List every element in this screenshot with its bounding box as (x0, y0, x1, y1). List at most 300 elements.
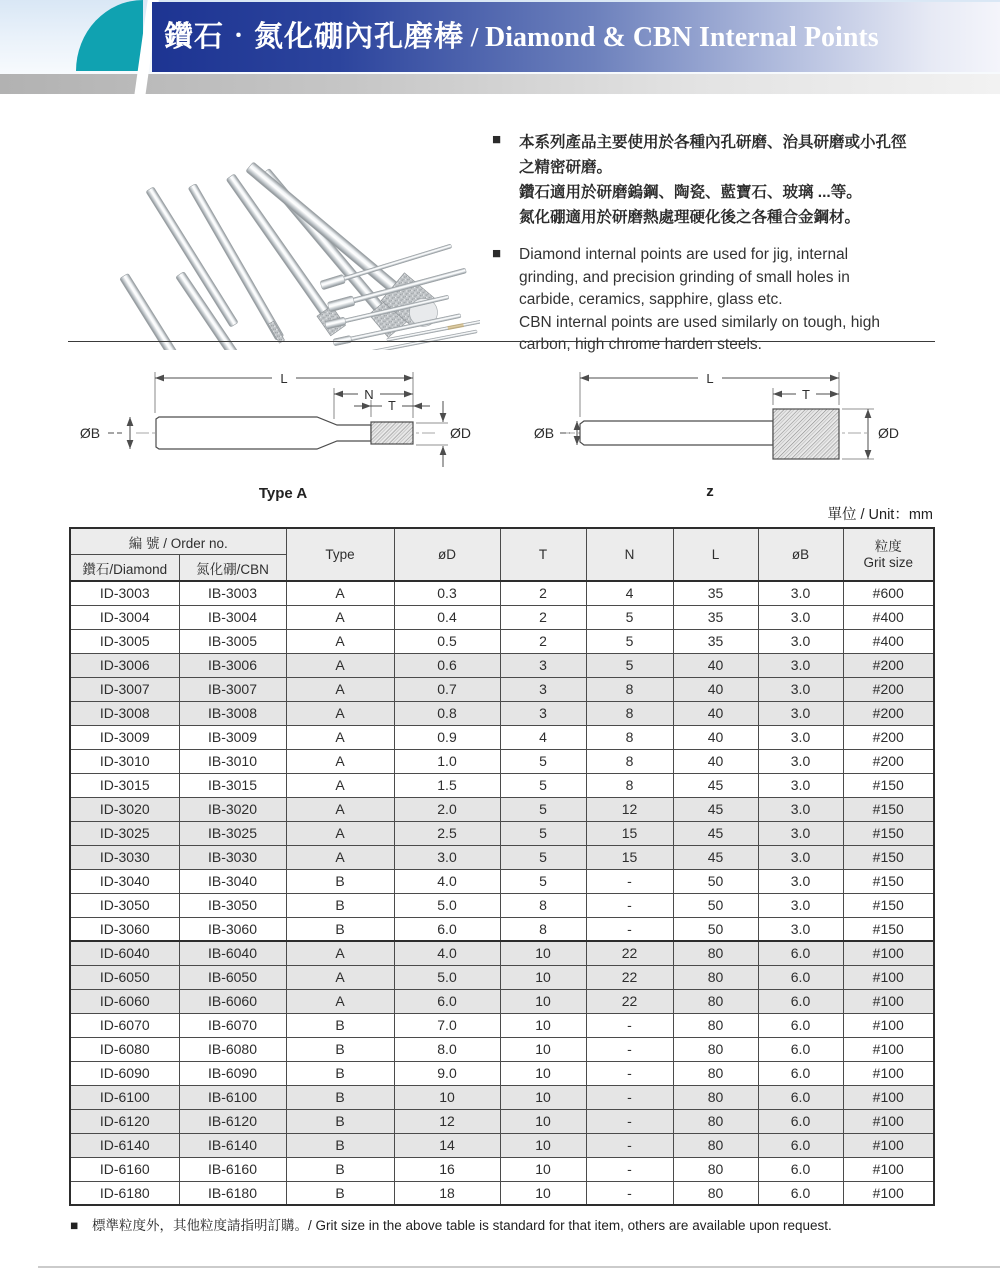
cell-t: 10 (500, 941, 586, 965)
cell-cbn: IB-6070 (179, 1013, 286, 1037)
cell-n: 8 (586, 701, 673, 725)
table-row (70, 989, 934, 1013)
cell-type: A (286, 941, 394, 965)
cell-diamond: ID-6060 (70, 989, 179, 1013)
dim-label-L: L (280, 371, 288, 386)
cell-l: 45 (673, 797, 758, 821)
type-z-drawing (520, 355, 950, 505)
cell-oB: 6.0 (758, 1109, 843, 1133)
table-row (70, 845, 934, 869)
cell-type: B (286, 1085, 394, 1109)
cell-diamond: ID-6120 (70, 1109, 179, 1133)
cell-oD: 14 (394, 1133, 500, 1157)
cell-diamond: ID-6070 (70, 1013, 179, 1037)
cell-type: A (286, 653, 394, 677)
cell-diamond: ID-3025 (70, 821, 179, 845)
cell-grit: #100 (843, 1085, 934, 1109)
cell-t: 5 (500, 749, 586, 773)
cell-grit: #100 (843, 965, 934, 989)
cell-grit: #100 (843, 1181, 934, 1205)
cell-l: 35 (673, 605, 758, 629)
cell-oB: 3.0 (758, 773, 843, 797)
cell-l: 80 (673, 1181, 758, 1205)
dim-label-D: ØD (878, 425, 899, 441)
col-header-diamond: 鑽石/Diamond (70, 555, 179, 582)
cell-grit: #100 (843, 1109, 934, 1133)
spec-table-body (70, 581, 934, 1205)
cell-diamond: ID-3015 (70, 773, 179, 797)
cell-n: 22 (586, 989, 673, 1013)
cell-l: 40 (673, 653, 758, 677)
cell-type: B (286, 1157, 394, 1181)
cell-n: - (586, 1085, 673, 1109)
cell-t: 10 (500, 1181, 586, 1205)
cell-grit: #400 (843, 605, 934, 629)
cell-grit: #150 (843, 773, 934, 797)
cell-type: B (286, 1181, 394, 1205)
intro-en-line: grinding, and precision grinding of small holes in (519, 268, 850, 286)
cell-diamond: ID-3005 (70, 629, 179, 653)
col-header-grit-zh: 粒度 (874, 538, 902, 554)
cell-oD: 0.5 (394, 629, 500, 653)
cell-diamond: ID-3009 (70, 725, 179, 749)
cell-grit: #150 (843, 821, 934, 845)
square-bullet-icon: ■ (492, 245, 502, 262)
col-header-oD: øD (394, 528, 500, 581)
cell-n: 8 (586, 773, 673, 797)
footnote-text: 標準粒度外，其他粒度請指明訂購。/ Grit size in the above table is standard for that item, others are available upon request. (92, 1218, 832, 1233)
cell-cbn: IB-3015 (179, 773, 286, 797)
product-photo (40, 112, 480, 350)
cell-oB: 6.0 (758, 941, 843, 965)
cell-n: 8 (586, 749, 673, 773)
table-row (70, 869, 934, 893)
cell-l: 80 (673, 1109, 758, 1133)
cell-diamond: ID-6050 (70, 965, 179, 989)
col-header-type: Type (286, 528, 394, 581)
cell-grit: #200 (843, 749, 934, 773)
cell-diamond: ID-3050 (70, 893, 179, 917)
cell-grit: #150 (843, 797, 934, 821)
cell-n: - (586, 893, 673, 917)
cell-cbn: IB-6040 (179, 941, 286, 965)
table-row (70, 581, 934, 605)
cell-t: 2 (500, 605, 586, 629)
cell-oD: 0.9 (394, 725, 500, 749)
cell-type: B (286, 893, 394, 917)
cell-type: B (286, 1133, 394, 1157)
table-row (70, 1085, 934, 1109)
cell-grit: #200 (843, 725, 934, 749)
cell-n: - (586, 1061, 673, 1085)
cell-type: A (286, 749, 394, 773)
cell-l: 80 (673, 989, 758, 1013)
col-header-L: L (673, 528, 758, 581)
cell-grit: #150 (843, 869, 934, 893)
cell-oB: 3.0 (758, 605, 843, 629)
cell-l: 40 (673, 725, 758, 749)
cell-diamond: ID-6180 (70, 1181, 179, 1205)
type-a-drawing (60, 355, 480, 505)
cell-diamond: ID-3003 (70, 581, 179, 605)
cell-oB: 3.0 (758, 629, 843, 653)
cell-oD: 5.0 (394, 893, 500, 917)
cell-t: 10 (500, 965, 586, 989)
page-title-zh: 鑽石‧氮化硼內孔磨棒 (164, 21, 465, 53)
col-header-N: N (586, 528, 673, 581)
cell-oB: 6.0 (758, 1085, 843, 1109)
cell-t: 8 (500, 917, 586, 941)
table-row (70, 1061, 934, 1085)
cell-oB: 6.0 (758, 965, 843, 989)
cell-n: 8 (586, 725, 673, 749)
table-row (70, 749, 934, 773)
cell-t: 5 (500, 821, 586, 845)
cell-t: 10 (500, 1085, 586, 1109)
dim-label-D: ØD (450, 425, 471, 441)
cell-diamond: ID-3010 (70, 749, 179, 773)
cell-l: 45 (673, 821, 758, 845)
intro-section (492, 130, 970, 371)
cell-t: 3 (500, 677, 586, 701)
cell-diamond: ID-3030 (70, 845, 179, 869)
cell-grit: #100 (843, 1037, 934, 1061)
cell-grit: #600 (843, 581, 934, 605)
cell-l: 50 (673, 893, 758, 917)
cell-oD: 9.0 (394, 1061, 500, 1085)
table-row (70, 677, 934, 701)
cell-oB: 6.0 (758, 1061, 843, 1085)
cell-t: 2 (500, 581, 586, 605)
cell-n: 12 (586, 797, 673, 821)
cell-oD: 4.0 (394, 869, 500, 893)
cell-type: A (286, 797, 394, 821)
cell-diamond: ID-6090 (70, 1061, 179, 1085)
cell-oB: 3.0 (758, 821, 843, 845)
cell-cbn: IB-3008 (179, 701, 286, 725)
cell-t: 5 (500, 869, 586, 893)
cell-oD: 6.0 (394, 917, 500, 941)
table-row (70, 821, 934, 845)
cell-oD: 7.0 (394, 1013, 500, 1037)
table-row (70, 605, 934, 629)
cell-n: 22 (586, 965, 673, 989)
cell-cbn: IB-3040 (179, 869, 286, 893)
dim-label-B: ØB (79, 425, 101, 441)
cell-n: - (586, 1109, 673, 1133)
cell-l: 35 (673, 629, 758, 653)
col-header-order-no: 編 號 / Order no. (70, 528, 286, 555)
cell-type: A (286, 773, 394, 797)
cell-diamond: ID-3004 (70, 605, 179, 629)
cell-oD: 18 (394, 1181, 500, 1205)
cell-grit: #100 (843, 1133, 934, 1157)
cell-diamond: ID-6080 (70, 1037, 179, 1061)
cell-diamond: ID-6140 (70, 1133, 179, 1157)
cell-l: 80 (673, 1157, 758, 1181)
cell-oD: 1.0 (394, 749, 500, 773)
cell-cbn: IB-3010 (179, 749, 286, 773)
type-z-caption: z (706, 483, 714, 500)
cell-oB: 3.0 (758, 845, 843, 869)
cell-grit: #200 (843, 677, 934, 701)
cell-grit: #100 (843, 1013, 934, 1037)
cell-cbn: IB-3020 (179, 797, 286, 821)
cell-l: 50 (673, 917, 758, 941)
cell-n: 15 (586, 821, 673, 845)
cell-type: B (286, 1013, 394, 1037)
cell-oB: 3.0 (758, 725, 843, 749)
cell-oB: 3.0 (758, 581, 843, 605)
cell-type: A (286, 821, 394, 845)
intro-zh (492, 130, 970, 230)
cell-n: - (586, 1013, 673, 1037)
intro-zh-line: 本系列產品主要使用於各種內孔研磨、治具研磨或小孔徑 (519, 134, 907, 151)
dim-label-L: L (706, 371, 714, 386)
square-bullet-icon: ■ (70, 1218, 79, 1233)
col-header-grit-en: Grit size (863, 554, 913, 570)
cell-grit: #100 (843, 1157, 934, 1181)
cell-diamond: ID-6100 (70, 1085, 179, 1109)
cell-type: A (286, 989, 394, 1013)
cell-l: 80 (673, 965, 758, 989)
cell-cbn: IB-6160 (179, 1157, 286, 1181)
cell-t: 3 (500, 653, 586, 677)
cell-l: 80 (673, 1013, 758, 1037)
cell-oD: 12 (394, 1109, 500, 1133)
cell-n: - (586, 869, 673, 893)
cell-type: B (286, 917, 394, 941)
square-bullet-icon: ■ (492, 131, 502, 148)
cell-t: 10 (500, 1013, 586, 1037)
cell-grit: #100 (843, 1061, 934, 1085)
intro-en-line: carbide, ceramics, sapphire, glass etc. (519, 291, 783, 308)
cell-oB: 3.0 (758, 701, 843, 725)
cell-oB: 3.0 (758, 917, 843, 941)
cell-oB: 3.0 (758, 749, 843, 773)
cell-t: 10 (500, 989, 586, 1013)
cell-l: 40 (673, 701, 758, 725)
intro-zh-line: 氮化硼適用於研磨熱處理硬化後之各種合金鋼材。 (519, 209, 861, 226)
cell-oD: 2.5 (394, 821, 500, 845)
intro-en-line: Diamond internal points are used for jig, internal (519, 246, 849, 263)
cell-type: A (286, 629, 394, 653)
cell-diamond: ID-3060 (70, 917, 179, 941)
table-row (70, 917, 934, 941)
cell-cbn: IB-6080 (179, 1037, 286, 1061)
cell-oD: 0.7 (394, 677, 500, 701)
cell-oD: 10 (394, 1085, 500, 1109)
cell-l: 80 (673, 1085, 758, 1109)
cell-grit: #100 (843, 989, 934, 1013)
cell-oB: 6.0 (758, 1037, 843, 1061)
table-row (70, 1013, 934, 1037)
table-row (70, 773, 934, 797)
intro-zh-line: 之精密研磨。 (519, 159, 613, 176)
cell-l: 40 (673, 749, 758, 773)
cell-diamond: ID-3040 (70, 869, 179, 893)
intro-en-line: CBN internal points are used similarly on tough, high (519, 313, 880, 331)
cell-type: A (286, 845, 394, 869)
cell-oD: 0.3 (394, 581, 500, 605)
dim-label-B: ØB (533, 425, 555, 441)
table-row (70, 1037, 934, 1061)
dim-label-N: N (364, 387, 374, 402)
cell-l: 80 (673, 941, 758, 965)
cell-diamond: ID-3008 (70, 701, 179, 725)
page-title-separator: / (464, 22, 486, 52)
cell-oB: 3.0 (758, 893, 843, 917)
cell-oB: 6.0 (758, 1133, 843, 1157)
table-row (70, 965, 934, 989)
cell-diamond: ID-6160 (70, 1157, 179, 1181)
cell-cbn: IB-3006 (179, 653, 286, 677)
cell-grit: #150 (843, 845, 934, 869)
table-row (70, 797, 934, 821)
cell-cbn: IB-3030 (179, 845, 286, 869)
col-header-cbn: 氮化硼/CBN (179, 555, 286, 582)
cell-cbn: IB-6050 (179, 965, 286, 989)
cell-diamond: ID-6040 (70, 941, 179, 965)
cell-n: 22 (586, 941, 673, 965)
cell-oD: 0.4 (394, 605, 500, 629)
cell-oD: 16 (394, 1157, 500, 1181)
cell-oB: 6.0 (758, 1013, 843, 1037)
cell-grit: #200 (843, 701, 934, 725)
cell-type: A (286, 605, 394, 629)
cell-cbn: IB-6100 (179, 1085, 286, 1109)
table-row (70, 1133, 934, 1157)
cell-oB: 6.0 (758, 1157, 843, 1181)
cell-oD: 3.0 (394, 845, 500, 869)
footnote (70, 1216, 952, 1236)
cell-cbn: IB-3004 (179, 605, 286, 629)
cell-n: - (586, 1037, 673, 1061)
cell-cbn: IB-6120 (179, 1109, 286, 1133)
cell-n: - (586, 1181, 673, 1205)
cell-type: A (286, 725, 394, 749)
cell-cbn: IB-6140 (179, 1133, 286, 1157)
cell-diamond: ID-3007 (70, 677, 179, 701)
cell-diamond: ID-3006 (70, 653, 179, 677)
cell-n: 5 (586, 605, 673, 629)
cell-n: 5 (586, 653, 673, 677)
table-row (70, 653, 934, 677)
cell-t: 2 (500, 629, 586, 653)
table-row (70, 1157, 934, 1181)
cell-cbn: IB-3007 (179, 677, 286, 701)
intro-en-line: carbon, high chrome harden steels. (519, 336, 762, 353)
cell-l: 45 (673, 845, 758, 869)
cell-t: 5 (500, 845, 586, 869)
cell-cbn: IB-3025 (179, 821, 286, 845)
table-row (70, 1109, 934, 1133)
dim-label-T: T (802, 387, 810, 402)
cell-type: B (286, 1061, 394, 1085)
cell-oD: 1.5 (394, 773, 500, 797)
cell-oD: 6.0 (394, 989, 500, 1013)
cell-n: - (586, 1157, 673, 1181)
cell-cbn: IB-3003 (179, 581, 286, 605)
cell-oB: 3.0 (758, 797, 843, 821)
cell-oD: 0.6 (394, 653, 500, 677)
cell-grit: #150 (843, 917, 934, 941)
cell-oB: 6.0 (758, 989, 843, 1013)
cell-t: 10 (500, 1157, 586, 1181)
col-header-grit (843, 528, 934, 581)
cell-l: 45 (673, 773, 758, 797)
cell-type: A (286, 701, 394, 725)
cell-t: 10 (500, 1061, 586, 1085)
cell-l: 50 (673, 869, 758, 893)
cell-t: 4 (500, 725, 586, 749)
cell-l: 80 (673, 1133, 758, 1157)
table-row (70, 629, 934, 653)
cell-cbn: IB-3005 (179, 629, 286, 653)
cell-oB: 6.0 (758, 1181, 843, 1205)
cell-cbn: IB-6060 (179, 989, 286, 1013)
cell-cbn: IB-3060 (179, 917, 286, 941)
unit-note: 單位 / Unit：mm (827, 507, 933, 523)
cell-grit: #200 (843, 653, 934, 677)
intro-zh-line: 鑽石適用於研磨鎢鋼、陶瓷、藍寶石、玻璃 ...等。 (519, 184, 862, 201)
table-row (70, 941, 934, 965)
cell-cbn: IB-6090 (179, 1061, 286, 1085)
cell-t: 3 (500, 701, 586, 725)
page-bottom-rule (38, 1266, 1000, 1268)
cell-type: A (286, 677, 394, 701)
spec-table (69, 527, 935, 1206)
cell-oD: 2.0 (394, 797, 500, 821)
cell-oB: 3.0 (758, 653, 843, 677)
cell-oD: 8.0 (394, 1037, 500, 1061)
cell-n: 5 (586, 629, 673, 653)
cell-l: 80 (673, 1037, 758, 1061)
cell-diamond: ID-3020 (70, 797, 179, 821)
cell-l: 80 (673, 1061, 758, 1085)
cell-cbn: IB-6180 (179, 1181, 286, 1205)
dim-label-T: T (388, 399, 396, 413)
cell-type: A (286, 965, 394, 989)
cell-l: 40 (673, 677, 758, 701)
cell-type: B (286, 869, 394, 893)
cell-n: 8 (586, 677, 673, 701)
cell-oD: 0.8 (394, 701, 500, 725)
table-row (70, 701, 934, 725)
page-title-en: Diamond & CBN Internal Points (485, 22, 879, 53)
cell-type: B (286, 1109, 394, 1133)
cell-n: - (586, 917, 673, 941)
type-a-caption: Type A (258, 485, 308, 502)
cell-cbn: IB-3050 (179, 893, 286, 917)
cell-grit: #400 (843, 629, 934, 653)
cell-grit: #100 (843, 941, 934, 965)
cell-n: - (586, 1133, 673, 1157)
cell-type: B (286, 1037, 394, 1061)
table-row (70, 893, 934, 917)
cell-l: 35 (673, 581, 758, 605)
cell-t: 5 (500, 797, 586, 821)
header-gray-bar (0, 74, 1000, 94)
col-header-T: T (500, 528, 586, 581)
cell-t: 10 (500, 1133, 586, 1157)
cell-t: 8 (500, 893, 586, 917)
page-title (164, 2, 879, 72)
cell-oB: 3.0 (758, 869, 843, 893)
cell-oD: 5.0 (394, 965, 500, 989)
cell-oB: 3.0 (758, 677, 843, 701)
cell-cbn: IB-3009 (179, 725, 286, 749)
